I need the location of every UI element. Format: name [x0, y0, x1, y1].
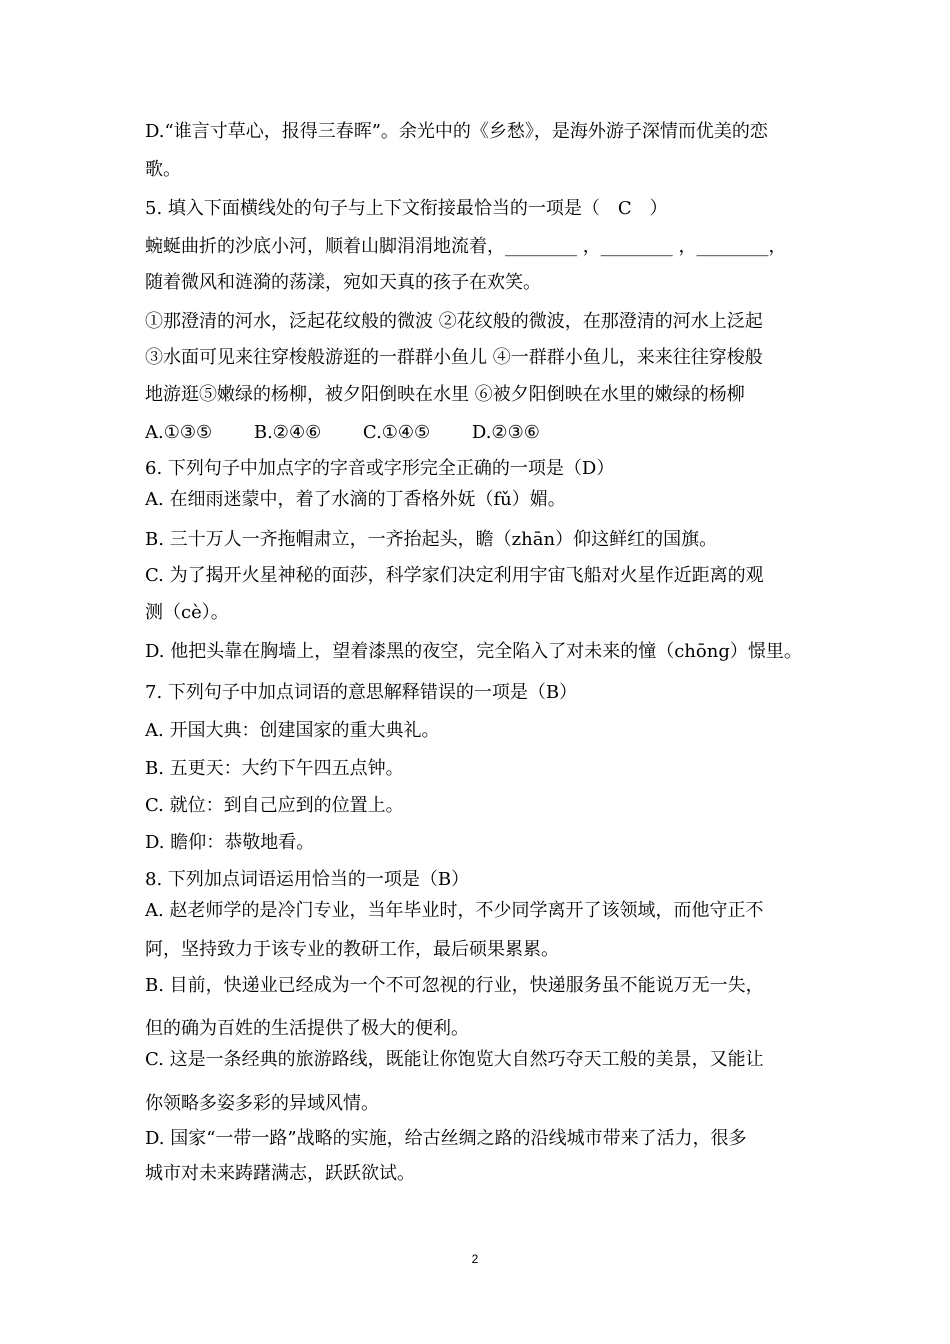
- question-8-stem: 8. 下列加点词语运用恰当的一项是（B）: [145, 869, 470, 890]
- text-line: 阿，坚持致力于该专业的教研工作，最后硕果累累。: [145, 939, 559, 960]
- text-line: ③水面可见来往穿梭般游逛的一群群小鱼儿 ④一群群小鱼儿，来来往往穿梭般: [145, 347, 763, 368]
- text-line: ①那澄清的河水，泛起花纹般的微波 ②花纹般的微波，在那澄清的河水上泛起: [145, 311, 763, 332]
- text-line: 地游逛⑤嫩绿的杨柳，被夕阳倒映在水里 ⑥被夕阳倒映在水里的嫩绿的杨柳: [145, 384, 745, 405]
- text-line: 蜿蜒曲折的沙底小河，顺着山脚涓涓地流着，________ ，________ ，________，: [145, 236, 787, 257]
- question-7-option-b: B. 五更天：大约下午四五点钟。: [145, 758, 404, 779]
- question-6-option-c: C. 为了揭开火星神秘的面莎，科学家们决定利用宇宙飞船对火星作近距离的观: [145, 565, 764, 586]
- text-line: 你领略多姿多彩的异域风情。: [145, 1093, 379, 1114]
- question-6-option-d: D. 他把头靠在胸墙上，望着漆黑的夜空，完全陷入了对未来的憧（chōng）憬里。: [145, 641, 802, 662]
- text-line: 城市对未来踌躇满志，跃跃欲试。: [145, 1163, 415, 1184]
- question-6-stem: 6. 下列句子中加点字的字音或字形完全正确的一项是（D）: [145, 458, 615, 479]
- question-8-option-d: D. 国家“一带一路”战略的实施，给古丝绸之路的沿线城市带来了活力，很多: [145, 1128, 747, 1149]
- question-8-option-a: A. 赵老师学的是冷门专业，当年毕业时，不少同学离开了该领域，而他守正不: [145, 900, 764, 921]
- question-7-option-d: D. 瞻仰：恭敬地看。: [145, 832, 315, 853]
- question-7-option-c: C. 就位：到自己应到的位置上。: [145, 795, 404, 816]
- text-line: 随着微风和涟漪的荡漾，宛如天真的孩子在欢笑。: [145, 272, 541, 293]
- question-8-option-c: C. 这是一条经典的旅游路线，既能让你饱览大自然巧夺天工般的美景，又能让: [145, 1049, 764, 1070]
- text-line: 但的确为百姓的生活提供了极大的便利。: [145, 1018, 469, 1039]
- page-number: 2: [471, 1252, 479, 1266]
- text-line: D.“谁言寸草心，报得三春晖”。余光中的《乡愁》，是海外游子深情而优美的恋: [145, 121, 768, 142]
- question-6-option-a: A. 在细雨迷蒙中，着了水滴的丁香格外妩（fǔ）媚。: [145, 489, 566, 510]
- question-5-options: A.①③⑤ B.②④⑥ C.①④⑤ D.②③⑥: [145, 422, 540, 443]
- question-6-option-b: B. 三十万人一齐拖帽肃立，一齐抬起头，瞻（zhān）仰这鲜红的国旗。: [145, 529, 718, 550]
- question-8-option-b: B. 目前，快递业已经成为一个不可忽视的行业，快递服务虽不能说万无一失，: [145, 975, 764, 996]
- question-7-option-a: A. 开国大典：创建国家的重大典礼。: [145, 720, 440, 741]
- text-line: 测（cè）。: [145, 602, 229, 623]
- question-5-stem: 5. 填入下面横线处的句子与上下文衔接最恰当的一项是（ C ）: [145, 198, 668, 219]
- question-7-stem: 7. 下列句子中加点词语的意思解释错误的一项是（B）: [145, 682, 578, 703]
- text-line: 歌。: [145, 159, 181, 180]
